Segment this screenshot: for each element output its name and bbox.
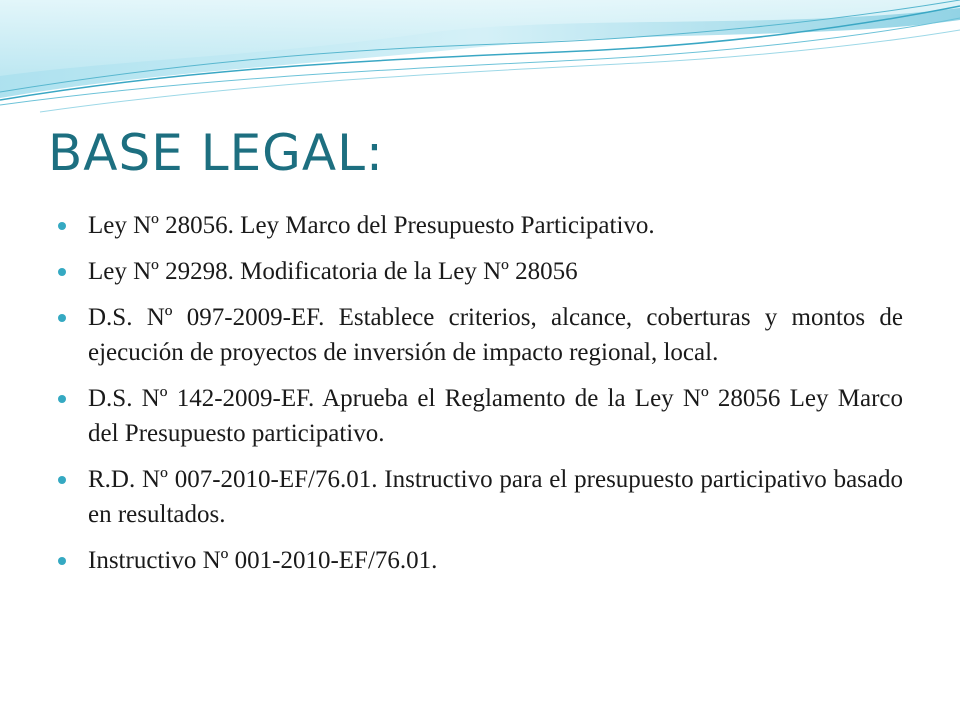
bullet-item xyxy=(58,254,903,289)
bullet-list xyxy=(58,208,903,589)
bullet-item xyxy=(58,462,903,532)
bullet-dot-icon xyxy=(58,222,66,230)
bullet-item xyxy=(58,300,903,370)
bullet-dot-icon xyxy=(58,476,66,484)
bullet-dot-icon xyxy=(58,268,66,276)
bullet-item xyxy=(58,381,903,451)
bullet-dot-icon xyxy=(58,557,66,565)
bullet-dot-icon xyxy=(58,395,66,403)
bullet-dot-icon xyxy=(58,314,66,322)
bullet-item xyxy=(58,208,903,243)
bullet-text: D.S. Nº 142-2009-EF. Aprueba el Reglamento de la Ley Nº 28056 Ley Marco del Presupuesto participativo. xyxy=(88,385,903,447)
bullet-text: D.S. Nº 097-2009-EF. Establece criterios, alcance, coberturas y montos de ejecución de proyectos de inversión de impacto regional, local. xyxy=(88,304,903,366)
bullet-text: R.D. Nº 007-2010-EF/76.01. Instructivo para el presupuesto participativo basado en resultados. xyxy=(88,466,903,528)
header-wave-decoration xyxy=(0,0,960,120)
bullet-item xyxy=(58,543,903,578)
slide-title: BASE LEGAL: xyxy=(48,124,384,182)
bullet-text: Instructivo Nº 001-2010-EF/76.01. xyxy=(88,547,438,574)
bullet-text: Ley Nº 28056. Ley Marco del Presupuesto Participativo. xyxy=(88,212,655,239)
bullet-text: Ley Nº 29298. Modificatoria de la Ley Nº 28056 xyxy=(88,258,578,285)
